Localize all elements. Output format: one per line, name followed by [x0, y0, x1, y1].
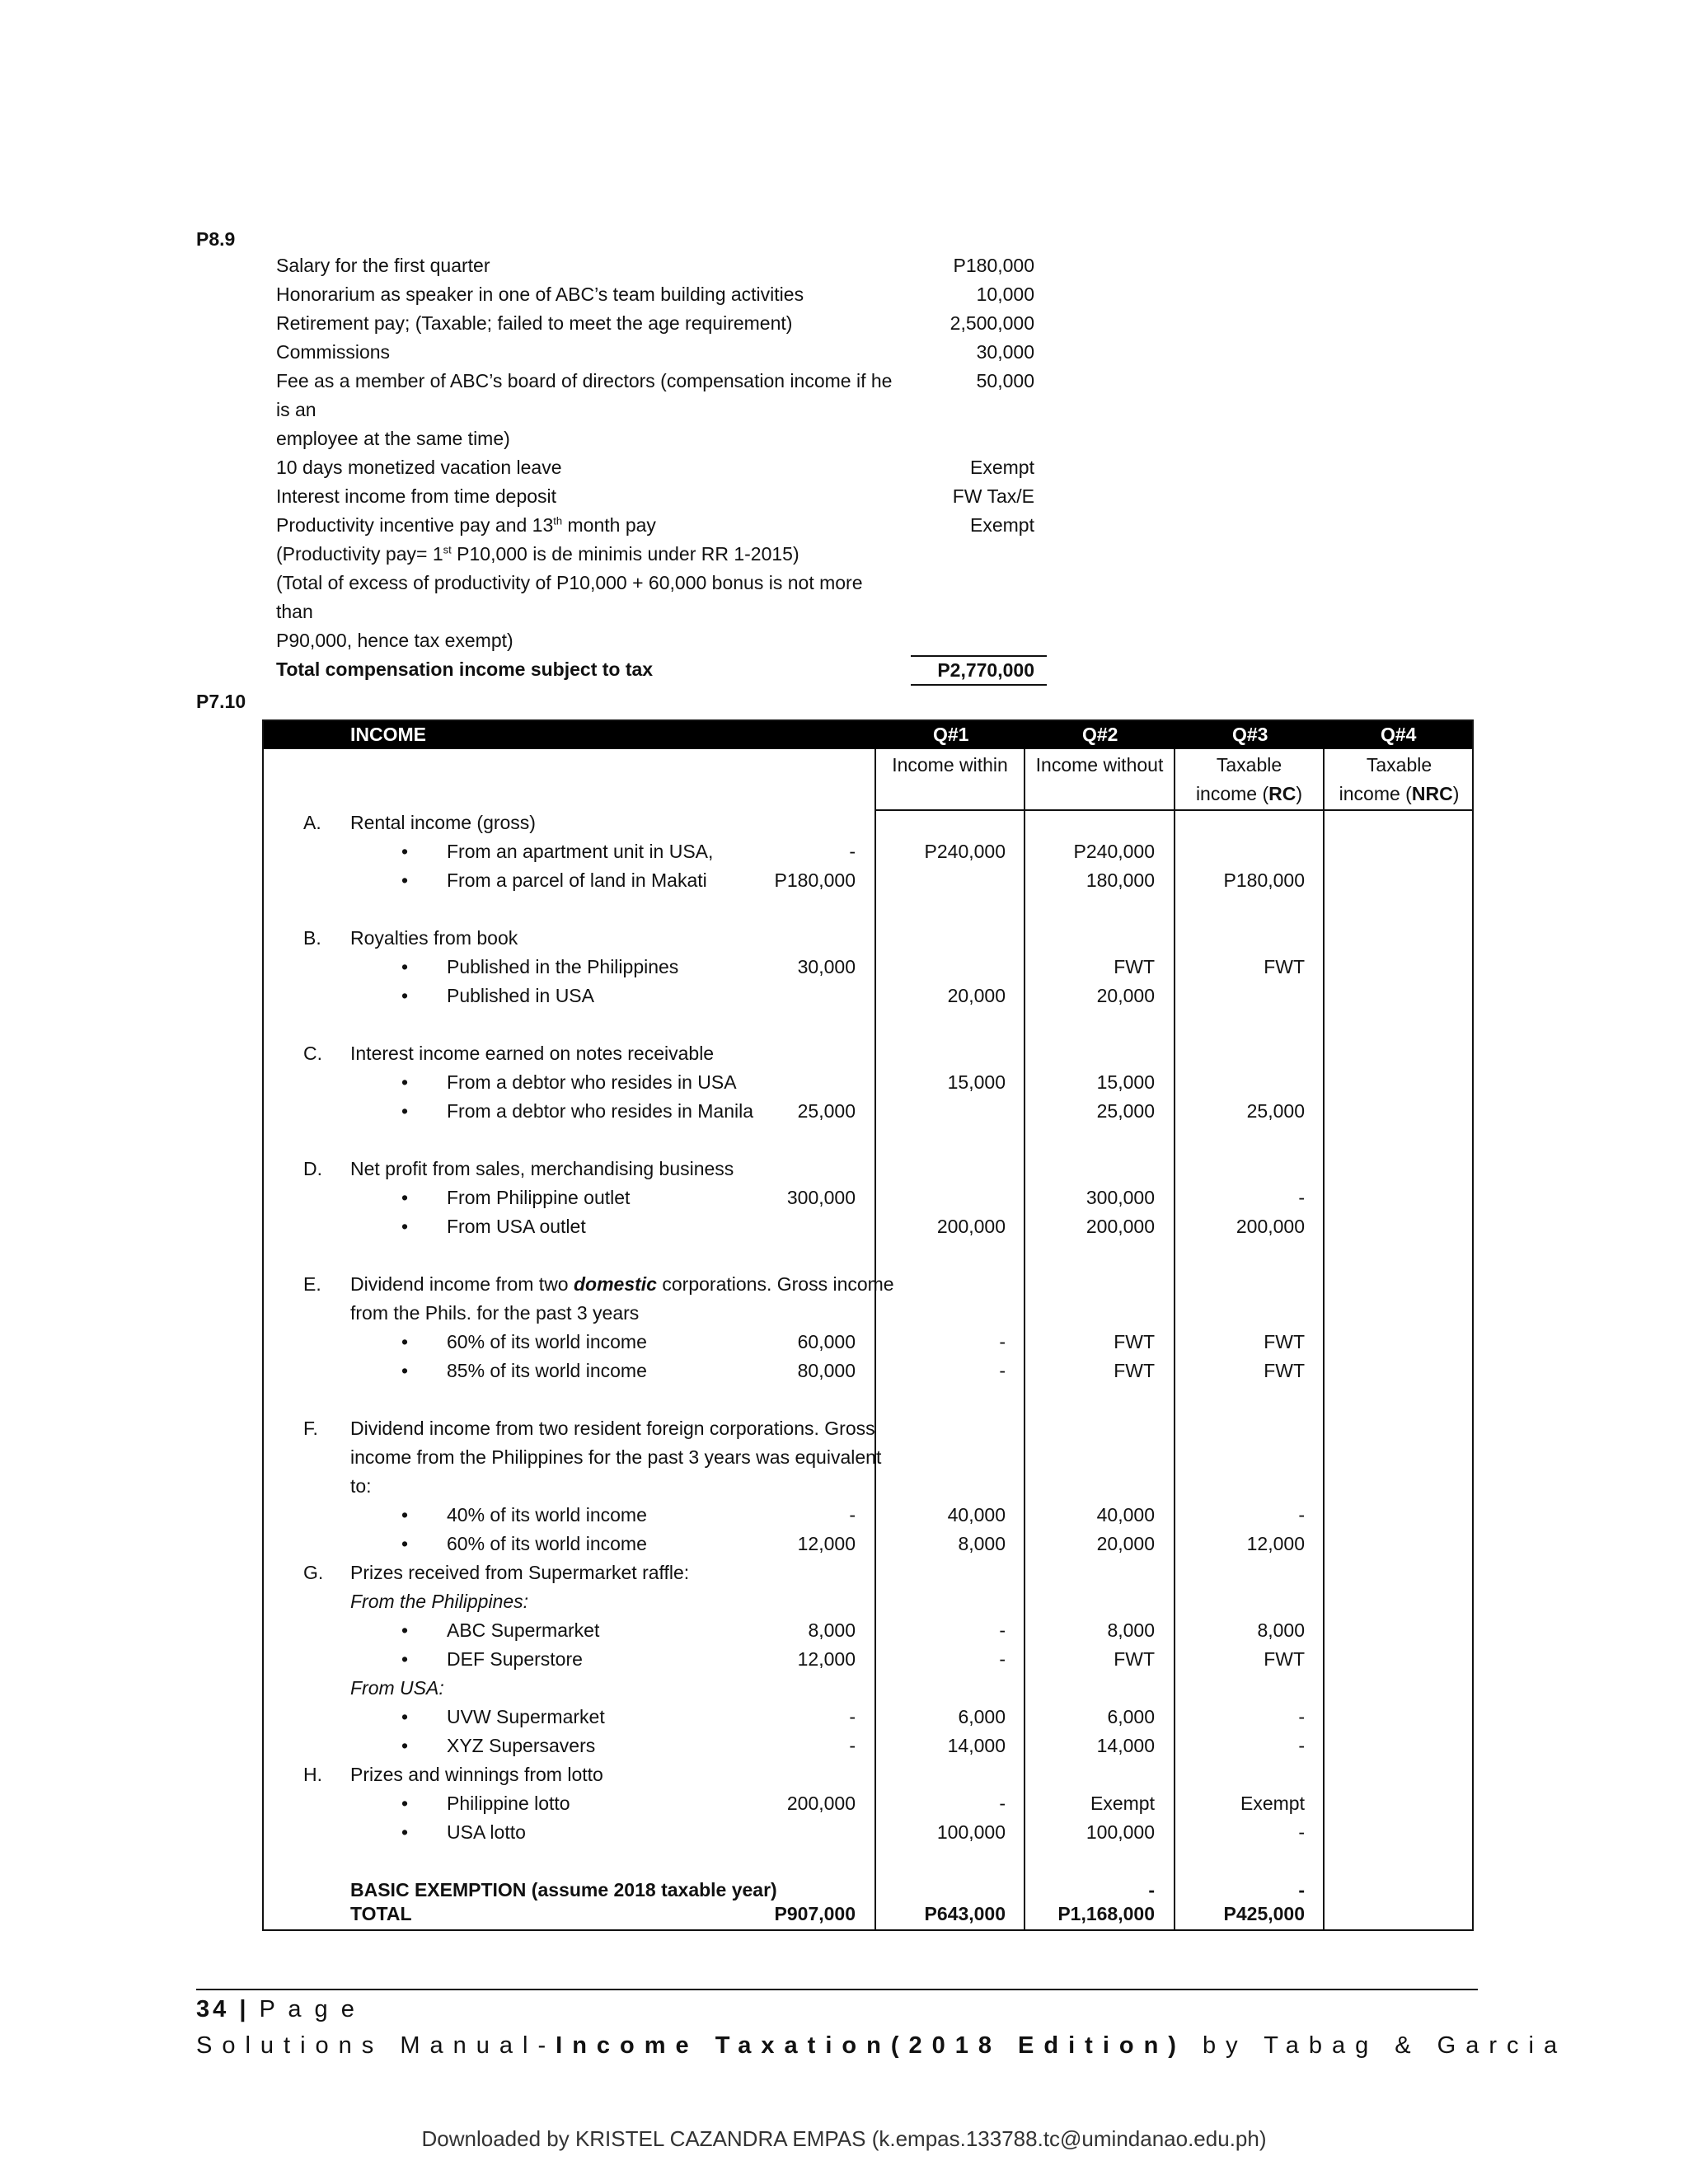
line-item: • From Philippine outlet: [447, 1183, 630, 1212]
section-letter: A.: [303, 812, 321, 833]
line-item: • From a parcel of land in Makati: [447, 866, 707, 895]
q4-value: Exempt: [1240, 1793, 1305, 1814]
subsection-title: From the Philippines:: [350, 1591, 529, 1612]
line-item: • USA lotto: [447, 1818, 526, 1847]
section-title: Net profit from sales, merchandising business: [350, 1158, 734, 1179]
q4-value: -: [1298, 1504, 1305, 1526]
q3-value: FWT: [1114, 1648, 1155, 1670]
list-item: Interest income from time deposit FW Tax/E: [276, 485, 1034, 507]
q4-value: FWT: [1264, 956, 1305, 977]
line-item: • 40% of its world income: [447, 1501, 647, 1530]
list-item: (Productivity pay= 1st P10,000 is de minimis under RR 1-2015): [276, 543, 799, 565]
list-item: Honorarium as speaker in one of ABC’s team building activities 10,000: [276, 284, 1034, 305]
section-letter: D.: [303, 1158, 322, 1179]
header-q2: Q#2: [1082, 724, 1118, 745]
line-item: • 60% of its world income: [447, 1530, 647, 1558]
q1-value: -: [849, 1735, 856, 1756]
footer-rule: [196, 1989, 1478, 1990]
q4-value: -: [1298, 1735, 1305, 1756]
q4-value: P180,000: [1223, 869, 1305, 891]
section-title-cont: to:: [350, 1475, 372, 1497]
list-item: Salary for the first quarter P180,000: [276, 255, 1034, 276]
total-q1: P907,000: [774, 1903, 856, 1924]
q3-value: 40,000: [1096, 1504, 1155, 1526]
q4-value: -: [1298, 1187, 1305, 1208]
total-q2: P643,000: [924, 1903, 1006, 1924]
section-letter: B.: [303, 927, 321, 949]
section-letter: C.: [303, 1043, 322, 1064]
q4-value: -: [1298, 1706, 1305, 1727]
q1-value: -: [849, 1504, 856, 1526]
q3-value: 180,000: [1085, 869, 1155, 891]
q1-value: 25,000: [797, 1100, 856, 1122]
q1-value: 12,000: [797, 1533, 856, 1554]
section-title-cont: income from the Philippines for the past 3 years was equivalent: [350, 1446, 882, 1468]
total-q3: P1,168,000: [1057, 1903, 1155, 1924]
list-item: employee at the same time): [276, 428, 510, 449]
section-title: Interest income earned on notes receivable: [350, 1043, 715, 1064]
section-title: Dividend income from two domestic corporations. Gross income: [350, 1273, 894, 1295]
basic-exemption-label: BASIC EXEMPTION (assume 2018 taxable year): [350, 1879, 777, 1900]
list-item: Commissions 30,000: [276, 341, 1034, 363]
q2-value: -: [999, 1648, 1006, 1670]
p89-total-row: Total compensation income subject to tax P2,770,000: [276, 655, 1034, 684]
q3-value: 300,000: [1085, 1187, 1155, 1208]
header-q1: Q#1: [933, 724, 969, 745]
download-notice: Downloaded by KRISTEL CAZANDRA EMPAS (k.empas.133788.tc@umindanao.edu.ph): [421, 2126, 1267, 2151]
line-item: • From USA outlet: [447, 1212, 586, 1241]
q3-value: 15,000: [1096, 1071, 1155, 1093]
line-item: • Philippine lotto: [447, 1789, 570, 1818]
q3-value: 200,000: [1085, 1216, 1155, 1237]
book-title: Solutions Manual-Income Taxation(2018 Edition) by Tabag & Garcia: [196, 2032, 1568, 2059]
q2-value: 40,000: [947, 1504, 1006, 1526]
q2-value: -: [999, 1619, 1006, 1641]
header-income: INCOME: [350, 724, 426, 745]
list-item: P90,000, hence tax exempt): [276, 630, 513, 651]
q1-value: 60,000: [797, 1331, 856, 1352]
q3-value: -: [1148, 1879, 1155, 1900]
q2-value: -: [999, 1793, 1006, 1814]
line-item: • 85% of its world income: [447, 1357, 647, 1385]
q2-value: 14,000: [947, 1735, 1006, 1756]
q4-value: 25,000: [1246, 1100, 1305, 1122]
total-q4: P425,000: [1223, 1903, 1305, 1924]
line-item: • From a debtor who resides in USA: [447, 1068, 737, 1097]
q3-value: 20,000: [1096, 1533, 1155, 1554]
q4-value: FWT: [1264, 1648, 1305, 1670]
line-item: • UVW Supermarket: [447, 1703, 605, 1732]
list-item: 10 days monetized vacation leave Exempt: [276, 457, 1034, 478]
q2-value: -: [999, 1360, 1006, 1381]
q3-value: P240,000: [1073, 841, 1155, 862]
subheader-q1: Income within: [892, 754, 1008, 776]
list-item: Fee as a member of ABC’s board of directors (compensation income if he is an 50,000: [276, 370, 1034, 420]
section-letter: G.: [303, 1562, 324, 1583]
subheader-q4: Taxable income (NRC): [1339, 754, 1460, 804]
q2-value: -: [999, 1331, 1006, 1352]
section-title: Prizes and winnings from lotto: [350, 1764, 603, 1785]
col-divider: [1323, 749, 1325, 1931]
q2-value: 15,000: [947, 1071, 1006, 1093]
section-letter: H.: [303, 1764, 322, 1785]
line-item: • XYZ Supersavers: [447, 1732, 595, 1760]
line-item: • From a debtor who resides in Manila: [447, 1097, 753, 1126]
q1-value: -: [849, 1706, 856, 1727]
list-item: (Total of excess of productivity of P10,000 + 60,000 bonus is not more than: [276, 572, 863, 622]
q3-value: 8,000: [1107, 1619, 1155, 1641]
p89-list: [276, 251, 1034, 684]
list-item: Retirement pay; (Taxable; failed to meet the age requirement) 2,500,000: [276, 312, 1034, 334]
q3-value: FWT: [1114, 1360, 1155, 1381]
q1-value: 8,000: [808, 1619, 856, 1641]
q3-value: 20,000: [1096, 985, 1155, 1006]
section-letter: E.: [303, 1273, 321, 1295]
list-item: Productivity incentive pay and 13th month pay Exempt: [276, 514, 1034, 536]
q2-value: 20,000: [947, 985, 1006, 1006]
q2-value: 100,000: [936, 1821, 1006, 1843]
section-title: Royalties from book: [350, 927, 518, 949]
page-number: 34 | P a g e: [196, 1996, 358, 2022]
q1-value: 12,000: [797, 1648, 856, 1670]
subheader-q2: Income without: [1035, 754, 1164, 776]
line-item: • Published in the Philippines: [447, 953, 678, 982]
section-letter: F.: [303, 1418, 318, 1439]
q1-value: 30,000: [797, 956, 856, 977]
header-q4: Q#4: [1381, 724, 1417, 745]
q1-value: P180,000: [774, 869, 856, 891]
table-header: [264, 721, 1472, 749]
q1-value: 200,000: [786, 1793, 856, 1814]
q4-value: 200,000: [1236, 1216, 1305, 1237]
q4-value: -: [1298, 1879, 1305, 1900]
subheader-q3: Taxable income (RC): [1195, 754, 1303, 804]
section-title: Prizes received from Supermarket raffle:: [350, 1562, 690, 1583]
line-item: • Published in USA: [447, 982, 594, 1010]
q4-value: FWT: [1264, 1360, 1305, 1381]
line-item: • 60% of its world income: [447, 1328, 647, 1357]
section-label-p89: P8.9: [196, 228, 236, 250]
q4-value: 12,000: [1246, 1533, 1305, 1554]
income-table: [262, 719, 1474, 1931]
q2-value: 6,000: [958, 1706, 1006, 1727]
q4-value: 8,000: [1257, 1619, 1305, 1641]
q1-value: 300,000: [786, 1187, 856, 1208]
line-item: • ABC Supermarket: [447, 1616, 599, 1645]
q3-value: Exempt: [1090, 1793, 1155, 1814]
q2-value: P240,000: [924, 841, 1006, 862]
section-title: Rental income (gross): [350, 812, 536, 833]
section-label-p710: P7.10: [196, 691, 246, 712]
q3-value: FWT: [1114, 1331, 1155, 1352]
section-title: Dividend income from two resident foreign corporations. Gross: [350, 1418, 875, 1439]
q4-value: FWT: [1264, 1331, 1305, 1352]
section-title-cont: from the Phils. for the past 3 years: [350, 1302, 640, 1324]
line-item: • DEF Superstore: [447, 1645, 583, 1674]
q3-value: FWT: [1114, 956, 1155, 977]
q2-value: 8,000: [958, 1533, 1006, 1554]
line-item: • From an apartment unit in USA,: [447, 837, 713, 866]
total-label: TOTAL: [350, 1903, 412, 1924]
header-q3: Q#3: [1232, 724, 1268, 745]
q3-value: 100,000: [1085, 1821, 1155, 1843]
subsection-title: From USA:: [350, 1677, 444, 1699]
q2-value: 200,000: [936, 1216, 1006, 1237]
q3-value: 25,000: [1096, 1100, 1155, 1122]
q3-value: 14,000: [1096, 1735, 1155, 1756]
subheader-divider: [874, 809, 1474, 811]
q4-value: -: [1298, 1821, 1305, 1843]
q1-value: 80,000: [797, 1360, 856, 1381]
q1-value: -: [849, 841, 856, 862]
q3-value: 6,000: [1107, 1706, 1155, 1727]
